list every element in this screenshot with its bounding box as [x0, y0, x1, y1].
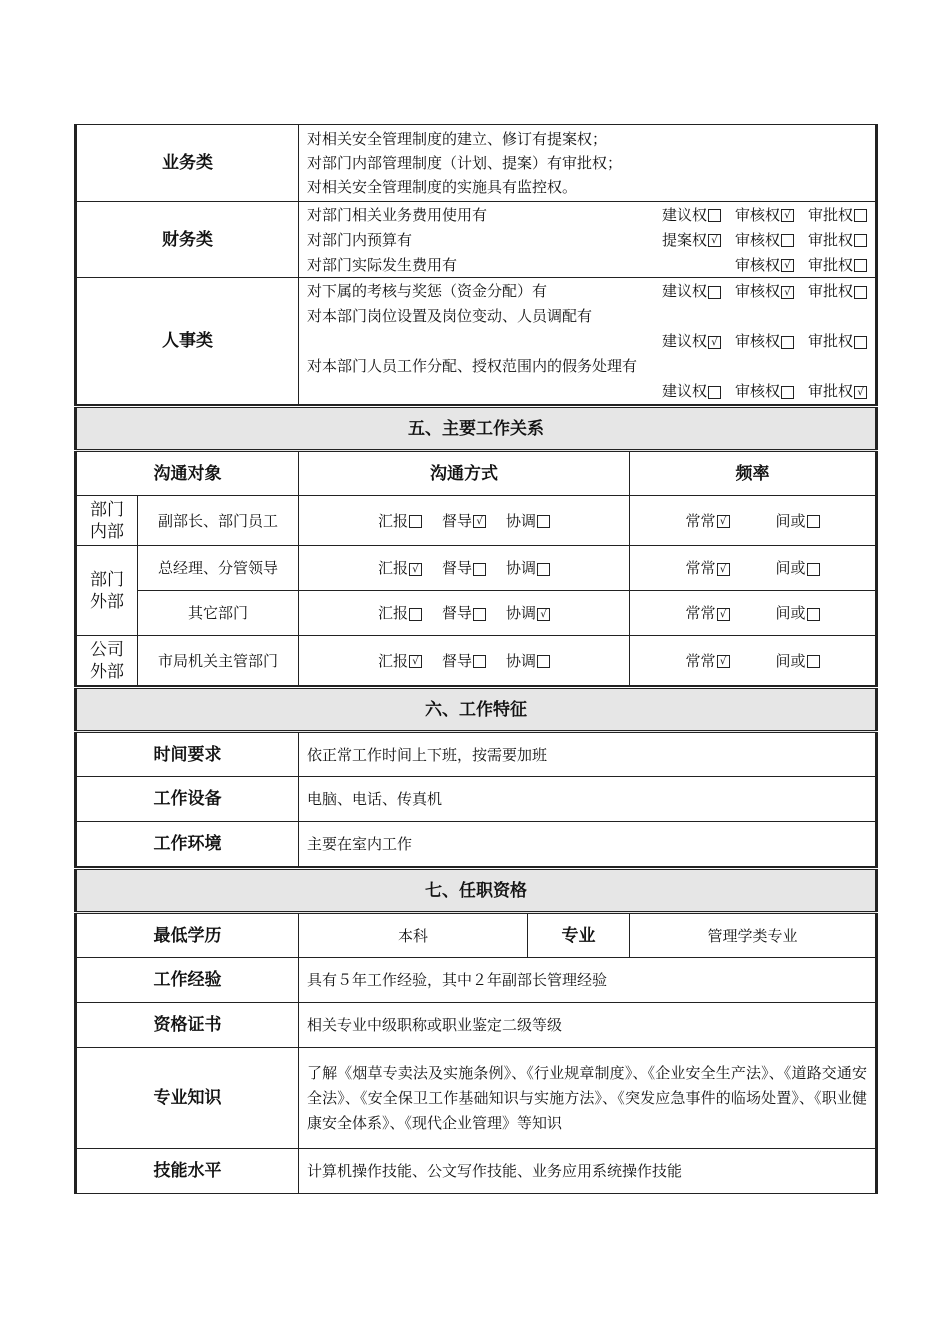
option-label: 间或 [775, 604, 806, 622]
checkbox[interactable] [807, 515, 820, 528]
option-label: 审核权 [734, 255, 780, 274]
personnel-row [76, 278, 877, 405]
checkbox[interactable] [854, 286, 867, 299]
option-label: 审核权 [734, 230, 780, 249]
option [378, 509, 422, 533]
option-label: 审核权 [734, 282, 780, 300]
option [506, 556, 550, 580]
option-label: 审批权 [807, 282, 853, 300]
section-title: 六、工作特征 [76, 688, 877, 732]
option-label: 协调 [506, 559, 537, 577]
business-line: 对相关安全管理制度的实施具有监控权。 [307, 178, 578, 196]
personnel-line [307, 379, 867, 404]
option [685, 556, 729, 580]
skill-row [76, 1149, 877, 1194]
relation-target: 市局机关主管部门 [138, 636, 299, 686]
category-personnel: 人事类 [76, 278, 299, 405]
option-label: 督导 [441, 604, 472, 622]
option-label: 建议权 [661, 282, 707, 300]
option-label: 汇报 [377, 559, 408, 577]
option-group [662, 379, 867, 403]
checkbox[interactable] [854, 209, 867, 222]
option-label: 汇报 [377, 651, 408, 670]
personnel-lines [299, 278, 877, 405]
qualifications-table [74, 867, 878, 1194]
checkbox[interactable]: √ [781, 209, 794, 222]
checkbox[interactable] [537, 655, 550, 668]
finance-lines [299, 202, 877, 278]
option-group [662, 228, 867, 252]
checkbox[interactable] [537, 515, 550, 528]
checkbox[interactable]: √ [473, 515, 486, 528]
option-group [735, 253, 867, 277]
option [735, 279, 794, 303]
option-label: 常常 [685, 511, 716, 530]
option [735, 228, 794, 252]
feature-row [76, 777, 877, 822]
option-label: 汇报 [377, 604, 408, 622]
business-row [76, 125, 877, 202]
checkbox[interactable] [708, 209, 721, 222]
option [378, 556, 422, 580]
checkbox[interactable] [807, 563, 820, 576]
personnel-line [307, 354, 867, 379]
category-business: 业务类 [76, 125, 299, 202]
section-header [76, 407, 877, 451]
feature-label: 工作设备 [76, 777, 299, 822]
option-label: 督导 [441, 511, 472, 530]
knowledge-value: 了解《烟草专卖法及实施条例》、《行业规章制度》、《企业安全生产法》、《道路交通安全法》、《安全保卫工作基础知识与实施方法》、《突发应急事件的临场处置》、《职业健康安全体系》、《现代企业管理》等知识 [299, 1048, 877, 1149]
option [685, 601, 729, 625]
checkbox[interactable]: √ [717, 563, 730, 576]
major-label: 专业 [528, 913, 630, 958]
category-finance: 财务类 [76, 202, 299, 278]
relation-group: 公司 外部 [76, 636, 138, 686]
checkbox[interactable] [854, 259, 867, 272]
work-features-table [74, 686, 878, 867]
finance-line-text: 对部门实际发生费用有 [307, 255, 458, 274]
option [735, 329, 794, 353]
option-label: 提案权 [661, 230, 707, 249]
option-label: 建议权 [661, 332, 707, 350]
option-label: 建议权 [661, 205, 707, 224]
feature-value: 主要在室内工作 [299, 822, 877, 867]
option-label: 督导 [441, 559, 472, 577]
option-label: 审批权 [807, 255, 853, 274]
option [662, 279, 721, 303]
personnel-line [307, 279, 867, 304]
option-group [662, 203, 867, 227]
experience-label: 工作经验 [76, 958, 299, 1003]
checkbox[interactable]: √ [708, 234, 721, 247]
feature-label: 工作环境 [76, 822, 299, 867]
option [506, 649, 550, 673]
certificate-label: 资格证书 [76, 1003, 299, 1048]
job-description-page [74, 124, 875, 1194]
relation-row [76, 546, 877, 591]
relation-row [76, 496, 877, 546]
checkbox[interactable] [708, 286, 721, 299]
finance-line [307, 252, 867, 277]
option [378, 649, 422, 673]
option [442, 509, 486, 533]
option [808, 203, 867, 227]
checkbox[interactable]: √ [708, 336, 721, 349]
relation-frequency [630, 546, 877, 591]
option [776, 649, 820, 673]
certificate-value: 相关专业中级职称或职业鉴定二级等级 [299, 1003, 877, 1048]
option [662, 329, 721, 353]
relation-group: 部门 外部 [76, 546, 138, 636]
checkbox[interactable] [473, 655, 486, 668]
relation-target: 总经理、分管领导 [138, 546, 299, 591]
column-header: 沟通方式 [299, 451, 630, 496]
option-label: 审批权 [807, 382, 853, 400]
section-header [76, 869, 877, 913]
option [662, 379, 721, 403]
checkbox[interactable]: √ [717, 608, 730, 621]
checkbox[interactable] [537, 563, 550, 576]
option-label: 督导 [441, 651, 472, 670]
relation-ways [299, 546, 630, 591]
checkbox[interactable] [473, 608, 486, 621]
knowledge-label: 专业知识 [76, 1048, 299, 1149]
knowledge-row [76, 1048, 877, 1149]
checkbox[interactable] [854, 234, 867, 247]
finance-line-text: 对部门相关业务费用使用有 [307, 205, 488, 224]
option [735, 253, 794, 277]
relation-frequency [630, 636, 877, 686]
relation-row [76, 591, 877, 636]
option-label: 汇报 [377, 511, 408, 530]
relation-ways [299, 496, 630, 546]
feature-value: 依正常工作时间上下班，按需要加班 [299, 732, 877, 777]
option-label: 常常 [685, 604, 716, 622]
option-group [662, 329, 867, 353]
checkbox[interactable] [708, 386, 721, 399]
option-label: 协调 [506, 604, 537, 622]
feature-row [76, 822, 877, 867]
finance-line-text: 对部门内预算有 [307, 230, 413, 249]
section-header [76, 688, 877, 732]
relation-ways [299, 591, 630, 636]
option-label: 审批权 [807, 230, 853, 249]
relation-ways [299, 636, 630, 686]
option-label: 间或 [775, 559, 806, 577]
feature-value: 电脑、电话、传真机 [299, 777, 877, 822]
option [442, 601, 486, 625]
relation-frequency [630, 496, 877, 546]
relations-table [74, 405, 878, 686]
feature-row [76, 732, 877, 777]
finance-row [76, 202, 877, 278]
option [506, 601, 550, 625]
checkbox[interactable] [781, 336, 794, 349]
column-header: 沟通对象 [76, 451, 299, 496]
option [735, 203, 794, 227]
relation-target: 副部长、部门员工 [138, 496, 299, 546]
option [442, 556, 486, 580]
option [506, 509, 550, 533]
option-label: 常常 [685, 559, 716, 577]
authority-table [74, 124, 878, 405]
checkbox[interactable]: √ [717, 515, 730, 528]
section-title: 五、主要工作关系 [76, 407, 877, 451]
major-value: 管理学类专业 [630, 913, 877, 958]
checkbox[interactable] [409, 608, 422, 621]
education-row [76, 913, 877, 958]
option [808, 329, 867, 353]
checkbox[interactable] [807, 608, 820, 621]
checkbox[interactable]: √ [537, 608, 550, 621]
option [776, 509, 820, 533]
checkbox[interactable]: √ [781, 259, 794, 272]
checkbox[interactable] [807, 655, 820, 668]
option [808, 228, 867, 252]
feature-label: 时间要求 [76, 732, 299, 777]
checkbox[interactable] [781, 386, 794, 399]
option [808, 279, 867, 303]
option [808, 253, 867, 277]
relation-row [76, 636, 877, 686]
checkbox[interactable] [473, 563, 486, 576]
option [735, 379, 794, 403]
business-line: 对相关安全管理制度的建立、修订有提案权； [307, 130, 608, 148]
personnel-line [307, 329, 867, 354]
option [685, 649, 729, 673]
option-label: 协调 [506, 511, 537, 530]
option [776, 556, 820, 580]
relation-target: 其它部门 [138, 591, 299, 636]
option-label: 间或 [775, 511, 806, 530]
option-label: 间或 [775, 651, 806, 670]
option-label: 审核权 [734, 382, 780, 400]
finance-line [307, 227, 867, 252]
checkbox[interactable] [854, 336, 867, 349]
skill-value: 计算机操作技能、公文写作技能、业务应用系统操作技能 [299, 1149, 877, 1194]
checkbox[interactable]: √ [409, 655, 422, 668]
option [662, 203, 721, 227]
experience-value: 具有５年工作经验，其中２年副部长管理经验 [299, 958, 877, 1003]
option-label: 审核权 [734, 332, 780, 350]
checkbox[interactable]: √ [781, 286, 794, 299]
education-value: 本科 [299, 913, 528, 958]
relation-group: 部门 内部 [76, 496, 138, 546]
personnel-line-text: 对本部门人员工作分配、授权范围内的假务处理有 [307, 357, 638, 375]
option-group [662, 279, 867, 303]
option [662, 228, 721, 252]
education-label: 最低学历 [76, 913, 299, 958]
option-label: 建议权 [661, 382, 707, 400]
option [378, 601, 422, 625]
certificate-row [76, 1003, 877, 1048]
column-header: 频率 [630, 451, 877, 496]
option [685, 509, 729, 533]
checkbox[interactable] [781, 234, 794, 247]
option-label: 审批权 [807, 205, 853, 224]
finance-line [307, 202, 867, 227]
personnel-line-text: 对本部门岗位设置及岗位变动、人员调配有 [307, 307, 593, 325]
relation-frequency [630, 591, 877, 636]
relations-header-row [76, 451, 877, 496]
business-line: 对部门内部管理制度（计划、提案）有审批权； [307, 154, 623, 172]
section-title: 七、任职资格 [76, 869, 877, 913]
option [808, 379, 867, 403]
checkbox[interactable]: √ [409, 563, 422, 576]
checkbox[interactable] [409, 515, 422, 528]
personnel-line-text: 对下属的考核与奖惩（资金分配）有 [307, 282, 548, 300]
experience-row [76, 958, 877, 1003]
personnel-line [307, 304, 867, 329]
option [776, 601, 820, 625]
option-label: 协调 [506, 651, 537, 670]
skill-label: 技能水平 [76, 1149, 299, 1194]
checkbox[interactable]: √ [854, 386, 867, 399]
checkbox[interactable]: √ [717, 655, 730, 668]
option [442, 649, 486, 673]
business-lines [299, 125, 877, 202]
option-label: 审批权 [807, 332, 853, 350]
option-label: 常常 [685, 651, 716, 670]
option-label: 审核权 [734, 205, 780, 224]
